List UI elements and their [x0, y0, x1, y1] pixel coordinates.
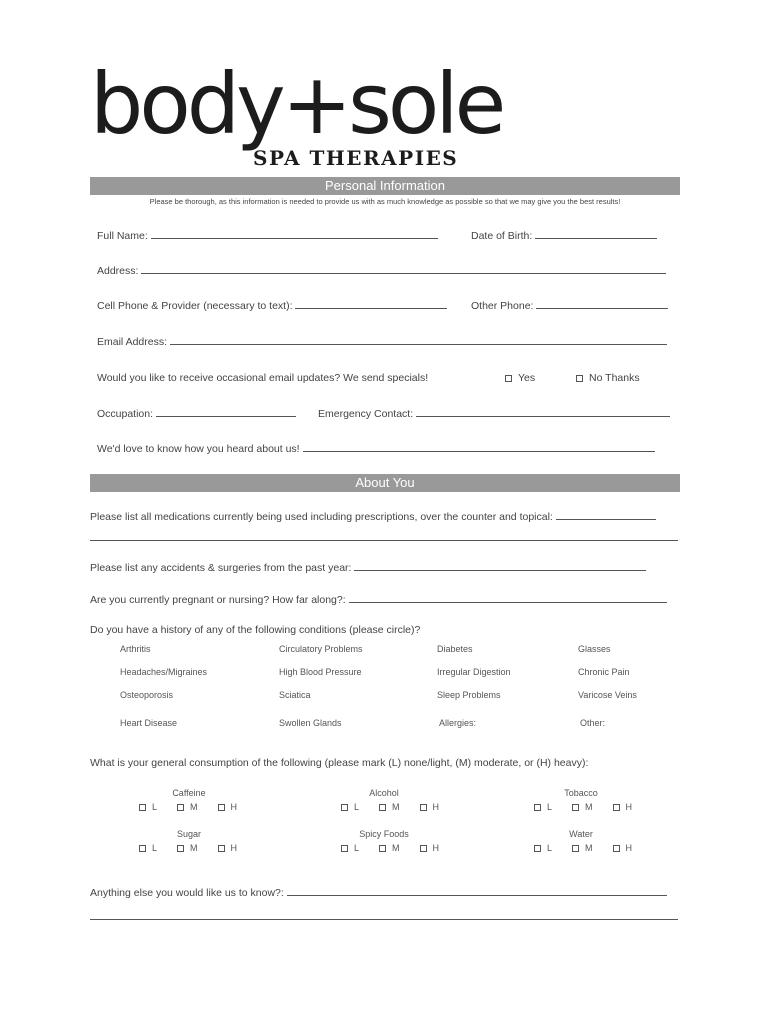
other-phone-line[interactable]	[536, 300, 668, 309]
level-label: L	[354, 802, 360, 812]
level-checkbox[interactable]	[379, 845, 386, 852]
medications-line-2[interactable]	[90, 540, 678, 541]
level-label: L	[547, 802, 553, 812]
level-label: H	[230, 802, 238, 812]
condition-item[interactable]: Diabetes	[437, 644, 473, 654]
pregnant-label: Are you currently pregnant or nursing? How far along?:	[90, 594, 346, 606]
spicy-foods-options[interactable]	[341, 843, 459, 853]
level-checkbox[interactable]	[139, 804, 146, 811]
level-checkbox[interactable]	[218, 804, 225, 811]
section-header-about: About You	[90, 474, 680, 492]
logo-wordmark: body+sole	[90, 55, 503, 153]
consumption-item-label: Alcohol	[369, 788, 399, 798]
condition-item[interactable]: Allergies:	[439, 718, 477, 728]
emergency-line[interactable]	[416, 408, 670, 417]
cell-line[interactable]	[295, 300, 447, 309]
no-thanks-checkbox[interactable]	[576, 375, 583, 382]
level-label: L	[152, 802, 158, 812]
level-label: M	[392, 802, 400, 812]
anything-line-1[interactable]	[287, 887, 667, 896]
condition-item[interactable]: Circulatory Problems	[279, 644, 363, 654]
sugar-options[interactable]	[139, 843, 257, 853]
no-thanks-option[interactable]	[576, 372, 640, 384]
personal-note: Please be thorough, as this information is needed to provide us with as much knowledge as possible so that we may give you the best results!	[149, 197, 621, 206]
yes-checkbox[interactable]	[505, 375, 512, 382]
level-checkbox[interactable]	[420, 804, 427, 811]
level-checkbox[interactable]	[613, 845, 620, 852]
level-label: H	[625, 843, 633, 853]
emergency-label: Emergency Contact:	[318, 408, 414, 420]
condition-item[interactable]: Glasses	[578, 644, 611, 654]
condition-item[interactable]: Chronic Pain	[578, 667, 630, 677]
heard-label: We'd love to know how you heard about us!	[97, 443, 300, 455]
consumption-item-label: Tobacco	[564, 788, 598, 798]
heard-line[interactable]	[303, 443, 655, 452]
level-checkbox[interactable]	[139, 845, 146, 852]
cell-label: Cell Phone & Provider (necessary to text):	[97, 300, 293, 312]
level-checkbox[interactable]	[534, 804, 541, 811]
updates-question: Would you like to receive occasional email updates? We send specials!	[97, 372, 429, 384]
email-field[interactable]	[97, 336, 667, 348]
level-checkbox[interactable]	[613, 804, 620, 811]
address-line[interactable]	[141, 265, 666, 274]
medications-line-1[interactable]	[556, 511, 656, 520]
water-options[interactable]	[534, 843, 652, 853]
level-label: H	[432, 802, 440, 812]
accidents-label: Please list any accidents & surgeries from the past year:	[90, 562, 352, 574]
condition-item[interactable]: Irregular Digestion	[437, 667, 511, 677]
occupation-line[interactable]	[156, 408, 296, 417]
condition-item[interactable]: Arthritis	[120, 644, 151, 654]
condition-item[interactable]: Swollen Glands	[279, 718, 342, 728]
level-checkbox[interactable]	[534, 845, 541, 852]
level-checkbox[interactable]	[177, 804, 184, 811]
level-checkbox[interactable]	[420, 845, 427, 852]
level-checkbox[interactable]	[218, 845, 225, 852]
level-label: H	[432, 843, 440, 853]
full-name-field[interactable]	[97, 230, 438, 242]
yes-label: Yes	[518, 372, 536, 384]
level-checkbox[interactable]	[341, 804, 348, 811]
level-checkbox[interactable]	[177, 845, 184, 852]
pregnant-line[interactable]	[349, 594, 667, 603]
level-checkbox[interactable]	[572, 804, 579, 811]
dob-line[interactable]	[535, 230, 657, 239]
pregnant-field[interactable]	[90, 594, 667, 606]
occupation-field[interactable]	[97, 408, 296, 420]
level-label: L	[152, 843, 158, 853]
occupation-label: Occupation:	[97, 408, 154, 420]
level-checkbox[interactable]	[572, 845, 579, 852]
level-label: M	[585, 843, 593, 853]
yes-option[interactable]	[505, 372, 535, 384]
condition-item[interactable]: High Blood Pressure	[279, 667, 362, 677]
accidents-line[interactable]	[354, 562, 646, 571]
level-checkbox[interactable]	[341, 845, 348, 852]
heard-field[interactable]	[97, 443, 655, 455]
no-thanks-label: No Thanks	[589, 372, 640, 384]
tobacco-options[interactable]	[534, 802, 652, 812]
condition-item[interactable]: Other:	[580, 718, 606, 728]
cell-field[interactable]	[97, 300, 447, 312]
address-label: Address:	[97, 265, 139, 277]
level-label: M	[585, 802, 593, 812]
dob-field[interactable]	[471, 230, 657, 242]
history-question: Do you have a history of any of the following conditions (please circle)?	[90, 624, 421, 636]
other-phone-field[interactable]	[471, 300, 668, 312]
level-label: L	[547, 843, 553, 853]
accidents-field[interactable]	[90, 562, 646, 574]
consumption-item-label: Water	[569, 829, 593, 839]
condition-item[interactable]: Heart Disease	[120, 718, 178, 728]
condition-item[interactable]: Sciatica	[279, 690, 311, 700]
alcohol-options[interactable]	[341, 802, 459, 812]
consumption-item-label: Spicy Foods	[359, 829, 409, 839]
medications-field[interactable]	[90, 511, 656, 523]
full-name-line[interactable]	[151, 230, 438, 239]
medications-label: Please list all medications currently being used including prescriptions, over the counter and topical:	[90, 511, 553, 523]
condition-item[interactable]: Sleep Problems	[437, 690, 501, 700]
logo-subtitle: SPA THERAPIES	[253, 146, 459, 170]
dob-label: Date of Birth:	[471, 230, 533, 242]
condition-item[interactable]: Varicose Veins	[578, 690, 637, 700]
email-label: Email Address:	[97, 336, 168, 348]
emergency-field[interactable]	[318, 408, 670, 420]
consumption-item-label: Sugar	[176, 829, 202, 839]
other-phone-label: Other Phone:	[471, 300, 534, 312]
condition-item[interactable]: Headaches/Migraines	[120, 667, 208, 677]
level-checkbox[interactable]	[379, 804, 386, 811]
full-name-label: Full Name:	[97, 230, 148, 242]
section-header-personal: Personal Information	[90, 177, 680, 195]
level-label: M	[190, 802, 198, 812]
address-field[interactable]	[97, 265, 666, 277]
anything-field[interactable]	[90, 887, 667, 899]
consumption-question: What is your general consumption of the following (please mark (L) none/light, (M) moderate, or (H) heavy):	[90, 757, 589, 769]
anything-line-2[interactable]	[90, 919, 678, 920]
anything-label: Anything else you would like us to know?:	[90, 887, 284, 899]
level-label: M	[190, 843, 198, 853]
consumption-item-label: Caffeine	[172, 788, 206, 798]
level-label: H	[625, 802, 633, 812]
level-label: H	[230, 843, 238, 853]
condition-item[interactable]: Osteoporosis	[120, 690, 174, 700]
level-label: M	[392, 843, 400, 853]
email-line[interactable]	[170, 336, 667, 345]
caffeine-options[interactable]	[139, 802, 257, 812]
level-label: L	[354, 843, 360, 853]
